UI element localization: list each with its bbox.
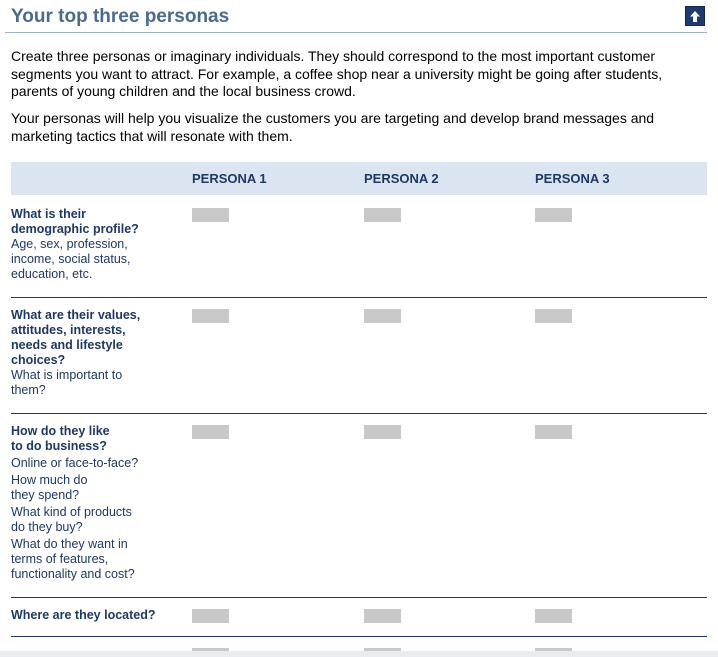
persona-1-field[interactable] xyxy=(192,309,229,323)
question-detail: How much do they spend? xyxy=(11,473,88,502)
persona-3-field[interactable] xyxy=(535,208,572,222)
persona-1-field[interactable] xyxy=(192,609,229,623)
row-divider xyxy=(11,413,707,414)
column-persona-1: PERSONA 1 xyxy=(192,171,267,186)
intro-paragraph-2: Your personas will help you visualize the customers you are targeting and develop brand messages and marketing tactics that will resonate with them. xyxy=(11,110,655,144)
persona-1-field[interactable] xyxy=(192,208,229,222)
row-question xyxy=(11,608,186,623)
table-row xyxy=(11,308,707,408)
row-question xyxy=(11,308,181,398)
question-detail: What kind of products do they buy? xyxy=(11,505,132,534)
row-divider xyxy=(11,597,707,598)
question-label: How do they like to do business? xyxy=(11,424,110,453)
intro-paragraph-1: Create three personas or imaginary individuals. They should correspond to the most important customer segments you want to attract. For example, a coffee shop near a university might be going after students, parents of young children and the local business crowd. xyxy=(11,48,663,99)
persona-2-field[interactable] xyxy=(364,309,401,323)
question-detail: Age, sex, profession, income, social status, education, etc. xyxy=(11,237,131,281)
table-row xyxy=(11,608,707,632)
persona-3-field[interactable] xyxy=(535,425,572,439)
row-divider xyxy=(11,297,707,298)
question-detail: Online or face-to-face? xyxy=(11,456,139,470)
persona-3-field[interactable] xyxy=(535,309,572,323)
header-divider xyxy=(5,32,707,33)
bottom-edge xyxy=(0,651,718,657)
question-label: What are their values, attitudes, interests, needs and lifestyle choices? xyxy=(11,308,141,367)
row-divider xyxy=(11,636,707,637)
question-label: Where are they located? xyxy=(11,608,156,622)
row-question xyxy=(11,207,181,282)
persona-3-field[interactable] xyxy=(535,609,572,623)
persona-2-field[interactable] xyxy=(364,425,401,439)
column-persona-3: PERSONA 3 xyxy=(535,171,610,186)
section-header xyxy=(0,0,718,37)
persona-table-header xyxy=(11,162,707,195)
row-question xyxy=(11,424,181,582)
table-row xyxy=(11,424,707,594)
persona-1-field[interactable] xyxy=(192,425,229,439)
question-label: What is their demographic profile? xyxy=(11,207,139,236)
persona-2-field[interactable] xyxy=(364,609,401,623)
back-to-top-button[interactable] xyxy=(685,6,705,26)
question-detail: What is important to them? xyxy=(11,368,123,397)
arrow-up-icon xyxy=(689,10,701,23)
question-detail: What do they want in terms of features, functionality and cost? xyxy=(11,537,135,581)
table-row xyxy=(11,207,707,293)
persona-2-field[interactable] xyxy=(364,208,401,222)
column-persona-2: PERSONA 2 xyxy=(364,171,439,186)
page-title: Your top three personas xyxy=(11,6,230,27)
